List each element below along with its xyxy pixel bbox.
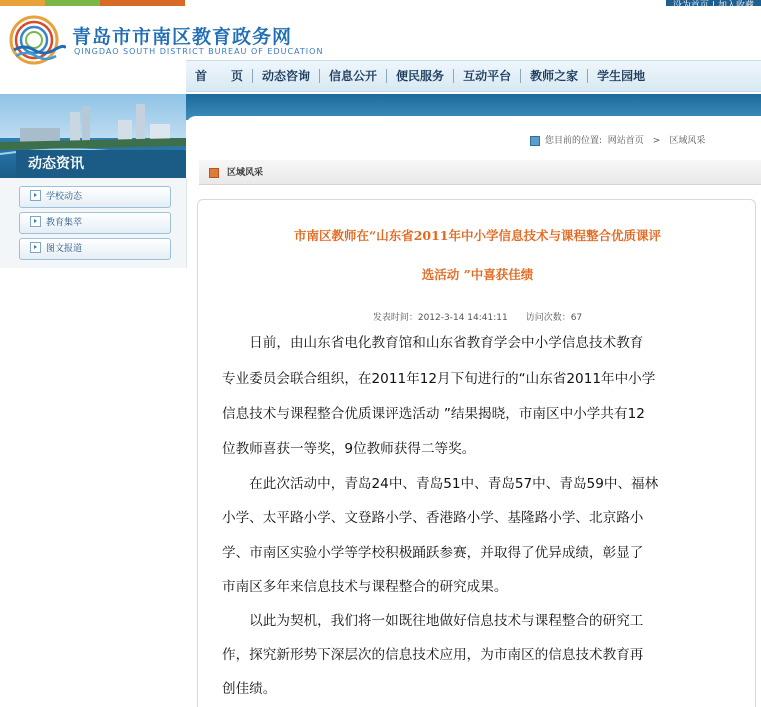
article-line: 在此次活动中，青岛24中、青岛51中、青岛57中、青岛59中、福林 (222, 476, 659, 492)
sidebar-item-school-news[interactable] (19, 186, 171, 208)
site-title-en: QINGDAO SOUTH DISTRICT BUREAU OF EDUCATION (74, 47, 324, 56)
article-title-line2: 选活动 ”中喜获佳绩 (421, 267, 534, 282)
sidebar (0, 178, 187, 268)
arrow-icon (30, 242, 41, 253)
main-nav (186, 60, 761, 92)
nav-info-public[interactable]: 信息公开 (320, 69, 387, 83)
sidebar-item-photo-reports[interactable] (19, 238, 171, 260)
article-line: 作，探究新形势下深层次的信息技术应用，为市南区的信息技术教育再 (222, 647, 644, 663)
breadcrumb-prefix: 您目前的位置: (545, 136, 603, 146)
nav-students[interactable]: 学生园地 (597, 69, 646, 83)
arrow-icon (30, 190, 41, 201)
article-line: 以此为契机，我们将一如既往地做好信息技术与课程整合的研究工 (222, 613, 644, 629)
arrow-icon (30, 216, 41, 227)
breadcrumb (530, 133, 705, 146)
nav-home[interactable]: 首 页 (186, 69, 253, 83)
location-icon (530, 136, 540, 146)
sidebar-item-label: 图文报道 (46, 244, 83, 254)
article-line: 信息技术与课程整合优质课评选活动 ”结果揭晓，市南区中小学共有12 (222, 406, 645, 422)
nav-services[interactable]: 便民服务 (387, 69, 454, 83)
site-title: 青岛市市南区教育政务网 (72, 26, 293, 48)
article-line: 专业委员会联合组织，在2011年12月下旬进行的“山东省2011年中小学 (222, 371, 656, 387)
nav-news[interactable]: 动态咨询 (253, 69, 320, 83)
breadcrumb-path[interactable]: 网站首页 > 区域风采 (607, 136, 706, 146)
section-icon (209, 168, 219, 178)
article-title-line1: 市南区教师在“山东省2011年中小学信息技术与课程整合优质课评 (294, 228, 661, 243)
sidebar-item-education-digest[interactable] (19, 212, 171, 234)
article-line: 小学、太平路小学、文登路小学、香港路小学、基隆路小学、北京路小 (222, 510, 644, 526)
nav-teachers[interactable]: 教师之家 (521, 69, 588, 83)
section-title: 区域风采 (227, 168, 264, 178)
sidebar-item-label: 学校动态 (46, 192, 83, 202)
article-line: 位教师喜获一等奖，9位教师获得二等奖。 (222, 441, 476, 457)
article-meta: 发表时间：2012-3-14 14:41:11 访问次数：67 (372, 313, 583, 323)
logo-icon (8, 14, 66, 66)
article-line: 创佳绩。 (222, 681, 277, 697)
sidebar-item-label: 教育集萃 (46, 218, 83, 228)
article (197, 199, 756, 707)
nav-interaction[interactable]: 互动平台 (454, 69, 521, 83)
sidebar-title: 动态资讯 (16, 150, 186, 178)
section-bar (199, 160, 761, 185)
article-line: 市南区多年来信息技术与课程整合的研究成果。 (222, 579, 508, 595)
article-line: 日前，由山东省电化教育馆和山东省教育学会中小学信息技术教育 (222, 335, 644, 351)
article-line: 学、市南区实验小学等学校积极踊跃参赛，并取得了优异成绩，彰显了 (222, 545, 644, 561)
